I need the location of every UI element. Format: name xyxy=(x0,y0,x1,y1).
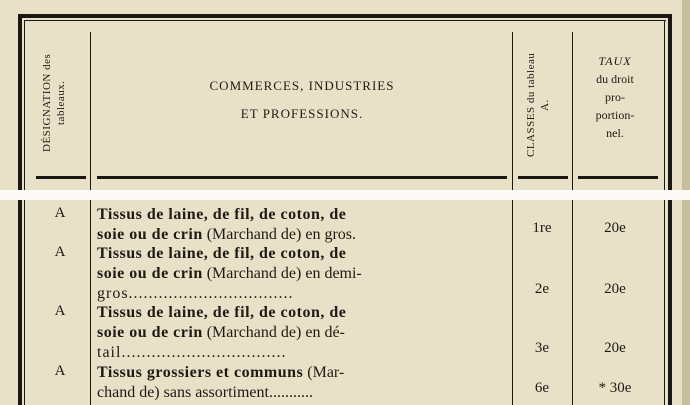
row-1-line1: Tissus de laine, de fil, de coton, de xyxy=(97,206,347,223)
taux-line-1: du droit xyxy=(596,72,634,86)
row-3-taux: 20e xyxy=(604,340,626,356)
taux-line-4: nel. xyxy=(606,126,624,140)
row-3-line2-bold: soie ou de crin xyxy=(97,324,203,341)
row-4-line1-bold: Tissus grossiers et communs xyxy=(97,364,304,381)
classes-header: CLASSES du tableau A. xyxy=(525,52,551,158)
header-rule-1 xyxy=(36,176,86,179)
row-1-line2-bold: soie ou de crin xyxy=(97,226,203,243)
row-3-designation: A xyxy=(54,303,66,319)
left-border xyxy=(18,14,22,405)
row-2-designation: A xyxy=(54,244,66,260)
row-2-classe: 2e xyxy=(534,281,550,297)
row-3-line2-rest: (Marchand de) en dé- xyxy=(202,324,345,341)
taux-line-2: pro- xyxy=(605,90,625,104)
right-border-inner xyxy=(664,20,665,405)
row-2-taux: 20e xyxy=(604,281,626,297)
row-4-taux: * 30e xyxy=(598,380,632,396)
header-rule-2 xyxy=(97,176,507,179)
row-4-designation: A xyxy=(54,363,66,379)
col-divider-1 xyxy=(90,32,91,405)
taux-line-0: TAUX xyxy=(598,54,632,68)
row-3-line1: Tissus de laine, de fil, de coton, de xyxy=(97,304,347,321)
top-rule xyxy=(18,14,672,18)
designation-header: DÉSIGNATION des tableaux. xyxy=(41,53,67,153)
row-2-line2-bold: soie ou de crin xyxy=(97,265,203,282)
row-4-line2: chand de) sans assortiment........... xyxy=(97,384,313,401)
row-1-line2-rest: (Marchand de) en gros. xyxy=(202,226,356,243)
top-rule-inner xyxy=(24,20,666,21)
left-border-inner xyxy=(24,20,25,405)
row-2-line1: Tissus de laine, de fil, de coton, de xyxy=(97,245,347,262)
row-1-taux: 20e xyxy=(604,220,626,236)
row-2-line2-rest: (Marchand de) en demi- xyxy=(202,265,362,282)
row-1-classe: 1re xyxy=(532,220,552,236)
row-4-entry xyxy=(97,363,507,403)
taux-header xyxy=(575,52,655,142)
row-1-designation: A xyxy=(54,205,66,221)
row-3-classe: 3e xyxy=(534,340,550,356)
taux-line-3: portion- xyxy=(595,108,635,122)
right-border xyxy=(668,14,672,405)
main-header xyxy=(97,72,507,128)
row-1-entry xyxy=(97,205,507,245)
main-header-line2: ET PROFESSIONS. xyxy=(240,106,364,121)
row-3-entry xyxy=(97,303,507,363)
row-3-line3: tail................................. xyxy=(97,344,287,361)
scan-gap-strip xyxy=(0,190,690,200)
header-rule-4 xyxy=(578,176,658,179)
col-divider-2 xyxy=(512,32,513,405)
main-header-line1: COMMERCES, INDUSTRIES xyxy=(209,78,395,93)
row-4-classe: 6e xyxy=(534,380,550,396)
header-rule-3 xyxy=(518,176,568,179)
row-4-line1-rest: (Mar- xyxy=(303,364,345,381)
row-2-entry xyxy=(97,244,507,304)
row-2-line3: gros................................. xyxy=(97,285,294,302)
col-divider-3 xyxy=(572,32,573,405)
page-edge xyxy=(682,0,690,405)
